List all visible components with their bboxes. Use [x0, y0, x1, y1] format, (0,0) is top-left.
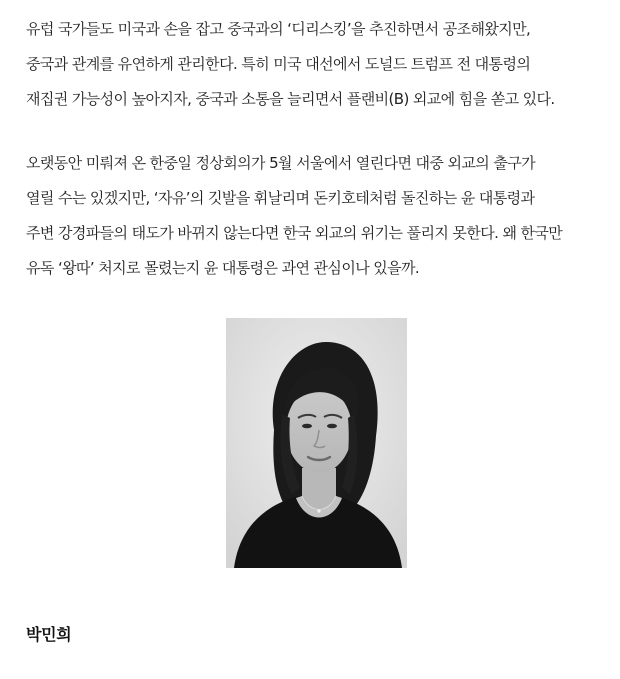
article-paragraph-1 — [26, 12, 616, 117]
author-name: 박민희 — [26, 625, 72, 644]
paragraph-line: 오랫동안 미뤄져 온 한중일 정상회의가 5월 서울에서 열린다면 대중 외교의 출구가 — [26, 154, 535, 172]
paragraph-line: 중국과 관계를 유연하게 관리한다. 특히 미국 대선에서 도널드 트럼프 전 대통령의 — [26, 55, 531, 73]
paragraph-line: 재집권 가능성이 높아지자, 중국과 소통을 늘리면서 플랜비(B) 외교에 힘을 쏟고 있다. — [26, 90, 555, 108]
paragraph-line: 유럽 국가들도 미국과 손을 잡고 중국과의 ‘디리스킹’을 추진하면서 공조해왔지만, — [26, 20, 531, 38]
portrait-image — [226, 318, 407, 568]
paragraph-line: 열릴 수는 있겠지만, ‘자유’의 깃발을 휘날리며 돈키호테처럼 돌진하는 윤 대통령과 — [26, 189, 535, 207]
article-paragraph-2 — [26, 146, 616, 286]
article-body — [26, 12, 616, 286]
paragraph-line: 주변 강경파들의 태도가 바뀌지 않는다면 한국 외교의 위기는 풀리지 못한다. 왜 한국만 — [26, 224, 563, 242]
author-photo — [226, 318, 407, 568]
paragraph-line: 유독 ‘왕따’ 처지로 몰렸는지 윤 대통령은 과연 관심이나 있을까. — [26, 259, 420, 277]
